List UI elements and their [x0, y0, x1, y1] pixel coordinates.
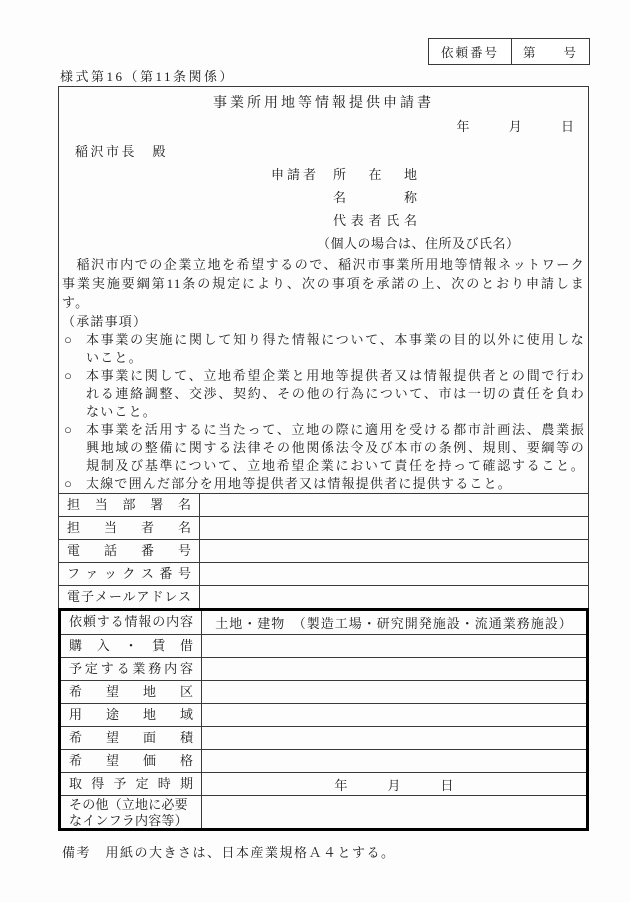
circle-bullet-icon: ○: [64, 422, 72, 437]
row-label: 購入・賃借: [61, 635, 202, 657]
date-line: [59, 117, 588, 137]
body-paragraph: [59, 255, 588, 331]
consent-line: 本事業に関して、立地希望企業と用地等提供者又は情報提供者との間で行わ: [86, 368, 585, 383]
row-value: [202, 635, 586, 657]
row-label: 依頼する情報の内容: [61, 611, 202, 634]
table-row: [59, 585, 588, 608]
row-label: 希望価格: [61, 750, 202, 772]
consent-line: 本事業を活用するに当たって、立地の際に適用を受ける都市計画法、農業振: [86, 422, 585, 437]
date-month-label: 月: [508, 119, 522, 134]
applicant-row: [271, 163, 588, 232]
row-value: [200, 540, 588, 562]
applicant-label: 申請者: [271, 167, 320, 182]
form-body-box: [58, 86, 589, 831]
body-line: 稲沢市内での企業立地を希望するので、稲沢市事業所用地等情報ネットワーク: [62, 257, 585, 272]
table-row: [61, 795, 586, 828]
row-label: 担当部署名: [59, 494, 200, 516]
date-day-label: 日: [560, 119, 574, 134]
body-line: 事業実施要綱第11条の規定により、次の事項を承諾の上、次のとおり申請しま: [62, 276, 585, 291]
request-number-prefix: 第: [523, 45, 536, 60]
row-value: [202, 704, 586, 726]
row-label-line: その他（立地に必要: [69, 797, 188, 812]
consent-line: いこと。: [86, 350, 143, 365]
body-line: （承諾事項）: [62, 314, 148, 329]
request-number-box: [428, 38, 590, 65]
circle-bullet-icon: ○: [64, 368, 72, 383]
row-value: [202, 658, 586, 680]
row-value: [200, 517, 588, 539]
row-label: 電子メールアドレス: [59, 586, 200, 608]
applicant-fields: [333, 163, 417, 232]
applicant-field-address: 所在地: [333, 167, 417, 182]
row-label: 取得予定時期: [61, 773, 202, 795]
applicant-field-name: 名称: [333, 190, 417, 205]
consent-line: 興地域の整備に関する法律その他関係法令及び本市の条例、規則、要綱等の: [86, 440, 585, 455]
applicant-note: （個人の場合は、住所及び氏名）: [317, 236, 520, 251]
row-label: [61, 796, 202, 828]
table-row: [61, 680, 586, 703]
request-number-value: [512, 39, 589, 64]
date-year-label: 年: [456, 119, 470, 134]
row-value: [200, 563, 588, 585]
table-row: [61, 726, 586, 749]
circle-bullet-icon: ○: [64, 332, 72, 347]
row-value: [202, 750, 586, 772]
body-line: す。: [62, 295, 90, 310]
row-label: 予定する業務内容: [61, 658, 202, 680]
table-row: [61, 657, 586, 680]
table-row: [61, 749, 586, 772]
row-label: 担当者名: [59, 517, 200, 539]
row-label-line: なインフラ内容等）: [69, 812, 188, 828]
table-row: [59, 562, 588, 585]
row-label: 希望地区: [61, 681, 202, 703]
consent-line: ないこと。: [86, 404, 158, 419]
row-label: ファックス番号: [59, 563, 200, 585]
request-details-table: [58, 608, 589, 831]
date-unit-label: 年: [334, 777, 348, 793]
request-number-label: 依頼番号: [429, 39, 512, 64]
row-label: 用途地域: [61, 704, 202, 726]
consent-item: [59, 421, 585, 475]
table-row: [61, 634, 586, 657]
consent-line: れる連絡調整、交渉、契約、その他の行為について、市は一切の責任を負わ: [86, 386, 585, 401]
consent-list: [59, 331, 588, 493]
row-value: [202, 727, 586, 749]
date-unit-label: 月: [387, 777, 401, 793]
row-value: [202, 773, 586, 795]
row-value: [200, 586, 588, 608]
row-value: [202, 681, 586, 703]
table-row: [61, 703, 586, 726]
row-value: [202, 796, 586, 828]
table-row: [59, 516, 588, 539]
consent-item: [59, 331, 585, 367]
form-code: 様式第16（第11条関係）: [60, 69, 236, 84]
table-row: [61, 772, 586, 795]
request-number-suffix: 号: [563, 45, 577, 60]
addressee: 稲沢市長 殿: [75, 144, 169, 159]
consent-item: [59, 367, 585, 421]
table-row: [61, 611, 586, 634]
table-row: [59, 493, 588, 516]
remarks-note: 備考 用紙の大きさは、日本産業規格Ａ４とする。: [62, 845, 396, 860]
applicant-block: [59, 163, 588, 255]
applicant-field-representative: 代表者氏名: [333, 213, 417, 228]
circle-bullet-icon: ○: [64, 476, 72, 491]
row-label: 希望面積: [61, 727, 202, 749]
consent-line: 規制及び基準について、立地希望企業において責任を持って確認すること。: [86, 458, 585, 473]
date-unit-label: 日: [440, 777, 454, 793]
row-label: 電話番号: [59, 540, 200, 562]
document-title: 事業所用地等情報提供申請書: [213, 96, 434, 111]
contact-info-table: [59, 493, 588, 608]
table-row: [59, 539, 588, 562]
consent-item: [59, 475, 585, 493]
row-value: 土地・建物 （製造工場・研究開発施設・流通業務施設）: [215, 616, 573, 631]
consent-line: 太線で囲んだ部分を用地等提供者又は情報提供者に提供すること。: [86, 476, 513, 491]
consent-line: 本事業の実施に関して知り得た情報について、本事業の目的以外に使用しな: [86, 332, 585, 347]
row-value: [200, 494, 588, 516]
